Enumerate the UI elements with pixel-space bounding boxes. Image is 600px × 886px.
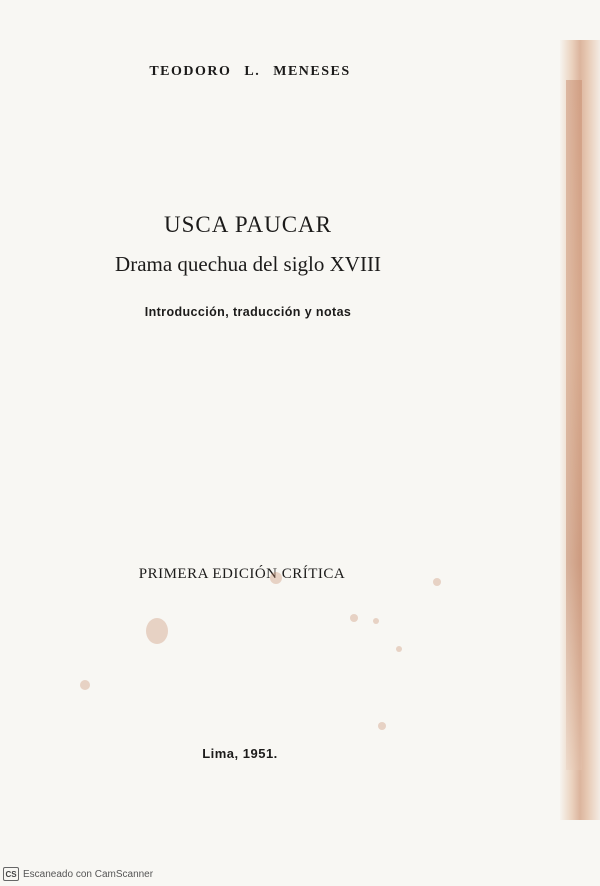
intro-line: Introducción, traducción y notas [144,305,352,319]
edition-line: PRIMERA EDICIÓN CRÍTICA [138,566,346,582]
author-name [0,64,500,80]
foxing-spot [373,618,379,624]
book-title: USCA PAUCAR [163,212,333,237]
scanner-watermark-text: Escaneado con CamScanner [23,868,154,880]
foxing-spot [396,646,402,652]
foxing-spot [146,618,168,644]
author-last-name: MENESES [273,64,351,79]
page-edge-stain-inner [566,80,582,770]
author-initial: L. [244,64,261,79]
foxing-spot [433,578,441,586]
camscanner-logo-icon: CS [3,867,19,881]
foxing-spot [270,572,282,584]
foxing-spot [350,614,358,622]
book-subtitle: Drama quechua del siglo XVIII [115,252,381,276]
scanner-watermark [3,867,153,881]
foxing-spot [378,722,386,730]
place-year: Lima, 1951. [202,746,278,761]
author-first-name: TEODORO [149,64,232,79]
foxing-spot [80,680,90,690]
